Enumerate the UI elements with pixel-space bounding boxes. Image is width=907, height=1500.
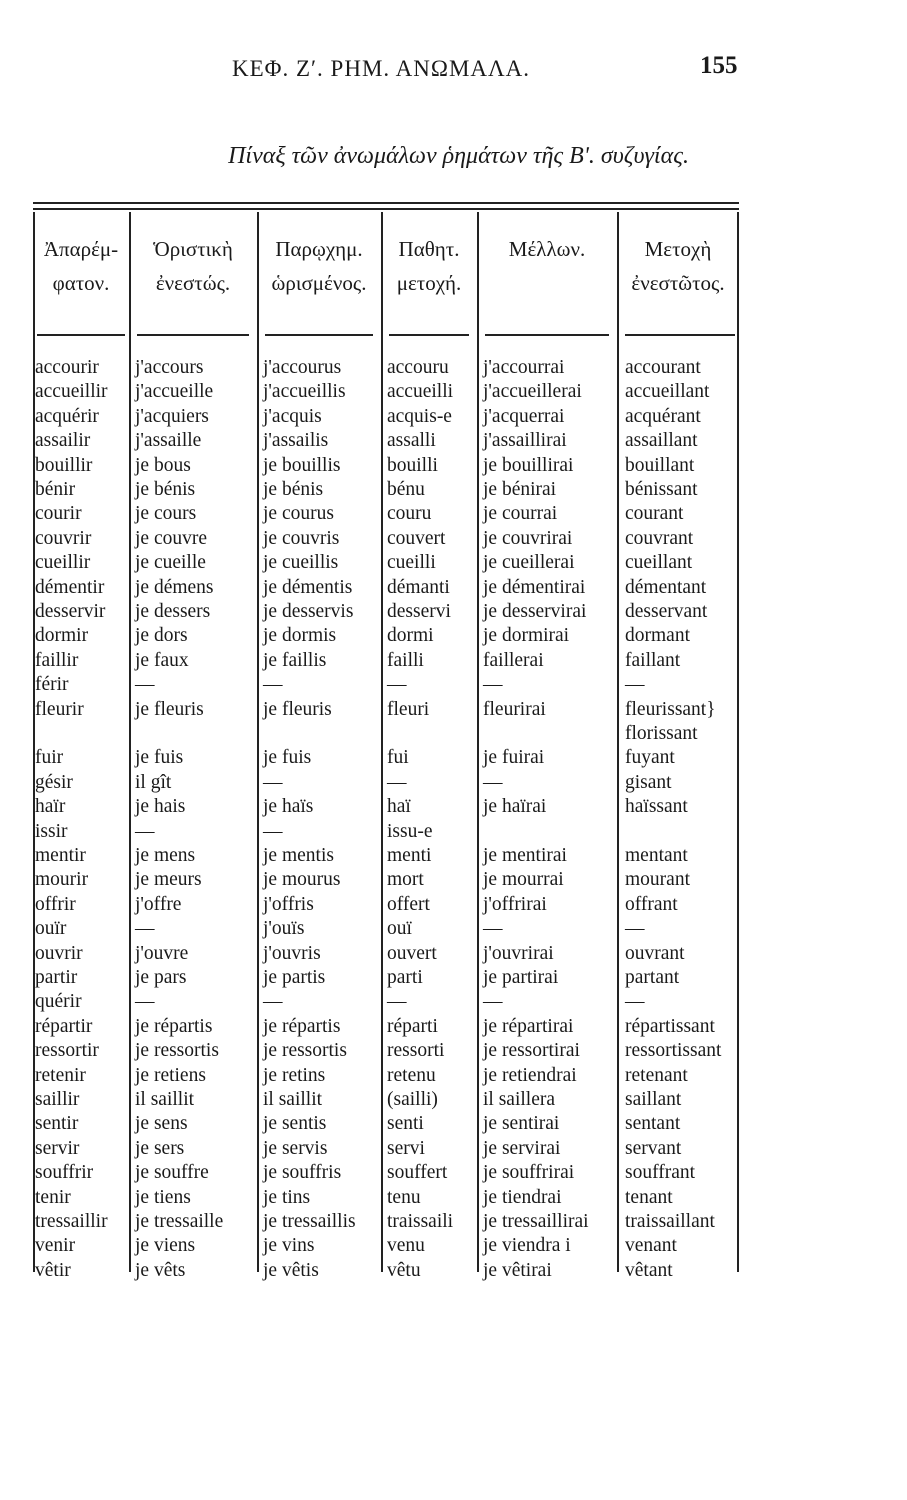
table-cell: accourir [35, 357, 99, 378]
table-cell: — [263, 991, 283, 1013]
table-cell: je meurs [135, 869, 202, 891]
table-cell: réparti [387, 1015, 438, 1037]
table-cell: souffert [387, 1162, 448, 1184]
table-cell: — [263, 820, 283, 842]
table-cell: j'acquerrai [483, 405, 565, 427]
table-cell: offrir [35, 893, 76, 915]
table-row [33, 1064, 763, 1088]
table-cell: je mourrai [483, 869, 564, 891]
table-cell: je haïrai [483, 796, 547, 818]
table-cell: desservir [35, 601, 106, 622]
table-row [33, 673, 763, 697]
table-cell: je sens [135, 1113, 188, 1135]
table-cell: tenir [35, 1186, 71, 1208]
table-cell: couvrant [625, 527, 694, 549]
table-cell: je dormis [263, 625, 337, 647]
table-cell: bouilli [387, 454, 438, 476]
table-cell: je sentirai [483, 1113, 560, 1135]
table-cell: issir [35, 820, 68, 842]
table-row [33, 795, 763, 819]
table-cell: assailir [35, 430, 91, 452]
table-cell: retenu [387, 1064, 436, 1086]
table-cell: dormant [625, 625, 690, 647]
table-cell: je cueille [135, 552, 206, 574]
table-cell: desservant [625, 601, 708, 622]
table-cell: je démentirai [483, 576, 586, 598]
table-cell: il saillit [263, 1089, 323, 1110]
header-rule [485, 334, 609, 336]
table-cell: offert [387, 893, 430, 915]
table-cell: servir [35, 1137, 80, 1159]
table-cell: souffrir [35, 1162, 94, 1184]
table-cell: courant [625, 503, 684, 525]
header-past-definite: Παρῳχημ. ὡρισμένος. [271, 237, 367, 295]
table-top-rule-double [33, 208, 739, 210]
table-cell: je tins [263, 1186, 311, 1208]
verb-table [33, 202, 739, 1281]
table-cell: je démens [135, 576, 214, 598]
table-cell: senti [387, 1113, 424, 1135]
table-cell: je bouillirai [483, 454, 574, 476]
table-cell: je ressortirai [483, 1040, 580, 1062]
table-cell: saillir [35, 1089, 80, 1110]
table-cell: je fuirai [483, 747, 545, 769]
table-row [33, 1137, 763, 1161]
table-cell: — [387, 991, 407, 1013]
table-caption: Πίναξ τῶν ἀνωμάλων ῥημάτων τῆς Βʹ. συζυγίας. [228, 143, 689, 169]
table-row [33, 478, 763, 502]
table-cell: je répartis [135, 1015, 213, 1037]
table-cell: je mourus [263, 869, 341, 891]
table-cell: je partirai [483, 967, 559, 988]
header-rule [389, 334, 469, 336]
table-cell: je tressaille [135, 1211, 224, 1232]
table-cell: je démentis [263, 576, 353, 598]
table-cell: — [483, 771, 503, 793]
table-cell: je bénis [135, 479, 196, 500]
table-row [33, 942, 763, 966]
table-cell: mentant [625, 845, 688, 866]
table-cell: je desservirai [483, 601, 587, 622]
table-cell: je fuis [263, 747, 312, 769]
table-top-rule [33, 202, 739, 204]
table-row [33, 868, 763, 892]
table-cell: mourant [625, 869, 690, 891]
table-cell: haïssant [625, 796, 688, 818]
table-cell: je servirai [483, 1137, 561, 1159]
table-cell: il gît [135, 771, 172, 793]
table-cell: — [483, 674, 503, 696]
table-cell: je cueillis [263, 552, 339, 574]
table-cell: mentir [35, 845, 86, 866]
table-row [33, 429, 763, 453]
table-cell: je cours [135, 503, 197, 525]
header-infinitive: Ἀπαρέμ- φατον. [43, 237, 119, 295]
table-cell: tenu [387, 1186, 421, 1208]
table-row [33, 527, 763, 551]
table-cell: ouvrant [625, 942, 685, 964]
header-present: Ὁριστικὴ ἐνεστώς. [153, 237, 233, 295]
table-cell: ressortir [35, 1040, 99, 1062]
table-row [33, 600, 763, 624]
table-cell: acquis-e [387, 405, 452, 427]
table-cell: couvrir [35, 527, 92, 549]
table-cell: je bénis [263, 479, 324, 500]
table-cell: servi [387, 1137, 425, 1159]
table-cell: j'accueille [135, 381, 214, 403]
table-cell: férir [35, 674, 69, 696]
table-cell: je tressaillirai [483, 1211, 589, 1232]
table-cell: — [135, 991, 155, 1013]
table-cell: faillant [625, 649, 681, 671]
table-cell: je haïs [263, 796, 314, 818]
table-cell: couvert [387, 527, 446, 549]
table-cell: faillir [35, 649, 79, 671]
table-cell: j'assaille [135, 430, 202, 452]
table-cell: démanti [387, 576, 450, 598]
table-cell: je courus [263, 503, 334, 525]
table-cell: je dessers [135, 601, 211, 622]
table-cell: florissant [625, 723, 698, 744]
table-cell: je desservis [263, 601, 354, 622]
table-cell: je couvrirai [483, 527, 573, 549]
table-cell: j'ouvre [135, 942, 189, 964]
table-row [33, 356, 763, 380]
table-cell: fleurirai [483, 698, 546, 720]
table-row [33, 624, 763, 648]
table-cell: sentir [35, 1113, 79, 1135]
table-cell: ouï [387, 918, 412, 940]
table-row [33, 746, 763, 770]
table-cell: mourir [35, 869, 89, 891]
table-cell: je fleuris [135, 698, 204, 720]
table-cell: quérir [35, 991, 82, 1013]
table-row [33, 551, 763, 575]
table-cell: — [625, 674, 645, 696]
table-cell: je tiendrai [483, 1186, 562, 1208]
table-row [33, 1186, 763, 1210]
table-cell: souffrant [625, 1162, 696, 1184]
table-cell: je viens [135, 1235, 196, 1257]
table-cell: j'ouvrirai [483, 942, 554, 964]
table-row [33, 820, 763, 844]
table-cell: bénissant [625, 479, 698, 500]
table-cell: j'ouïs [263, 918, 305, 940]
table-cell: je faillis [263, 649, 327, 671]
table-cell: je courrai [483, 503, 558, 525]
table-row [33, 405, 763, 429]
table-cell: acquérir [35, 405, 99, 427]
table-cell: partir [35, 967, 78, 988]
table-cell: accueillant [625, 381, 710, 403]
table-cell: accueillir [35, 381, 108, 403]
table-cell: accueilli [387, 381, 454, 403]
table-row [33, 722, 763, 746]
table-cell: venu [387, 1235, 425, 1257]
table-cell: ouïr [35, 918, 67, 940]
table-cell: cueillir [35, 552, 91, 574]
table-cell: sentant [625, 1113, 681, 1135]
table-row [33, 893, 763, 917]
table-cell: — [135, 820, 155, 842]
table-cell: dormi [387, 625, 434, 647]
table-cell: démentir [35, 576, 105, 598]
table-row [33, 576, 763, 600]
table-cell: fleurissant} [625, 698, 716, 720]
table-cell: traissaillant [625, 1211, 715, 1232]
table-cell: je faux [135, 649, 189, 671]
table-cell: je dors [135, 625, 188, 647]
header-present-participle: Μετοχὴ ἐνεστῶτος. [631, 237, 725, 295]
table-cell: j'assaillirai [483, 430, 567, 452]
table-cell: j'accourus [263, 357, 342, 378]
table-cell: j'accours [135, 357, 204, 378]
table-cell: je souffris [263, 1162, 342, 1184]
table-cell: je répartirai [483, 1015, 574, 1037]
table-cell: je bous [135, 454, 191, 476]
table-cell: fuyant [625, 747, 675, 769]
table-row [33, 1234, 763, 1258]
table-row [33, 1015, 763, 1039]
table-cell: offrant [625, 893, 678, 915]
table-cell: j'acquis [263, 405, 322, 427]
table-cell: je bénirai [483, 479, 557, 500]
table-cell: j'accueillerai [483, 381, 582, 403]
table-cell: je tiens [135, 1186, 191, 1208]
table-cell: bénu [387, 479, 425, 500]
table-row [33, 454, 763, 478]
table-row [33, 966, 763, 990]
header-rule [137, 334, 249, 336]
table-cell: j'acquiers [135, 405, 209, 427]
table-cell: gésir [35, 771, 73, 793]
table-cell: je pars [135, 967, 187, 988]
table-cell: je vêtirai [483, 1259, 552, 1281]
table-cell: répartir [35, 1015, 93, 1037]
table-cell: faillerai [483, 649, 544, 671]
table-cell: je répartis [263, 1015, 341, 1037]
table-row [33, 1088, 763, 1112]
table-cell: j'ouvris [263, 942, 321, 964]
table-cell: venir [35, 1235, 76, 1257]
table-cell: je cueillerai [483, 552, 575, 574]
header-rule [265, 334, 373, 336]
table-cell: je hais [135, 796, 186, 818]
table-cell: il saillera [483, 1089, 556, 1110]
table-cell: fleurir [35, 698, 84, 720]
header-rule [37, 334, 125, 336]
table-cell: je mens [135, 845, 196, 866]
table-cell: traissaili [387, 1211, 454, 1232]
table-cell: haïr [35, 796, 66, 818]
table-cell: vêtant [625, 1259, 673, 1281]
table-cell: retenant [625, 1064, 688, 1086]
table-cell: je vêtis [263, 1259, 319, 1281]
table-cell: je couvre [135, 527, 208, 549]
table-cell: ressortissant [625, 1040, 722, 1062]
table-cell: — [263, 771, 283, 793]
table-cell: tenant [625, 1186, 673, 1208]
table-cell: bénir [35, 479, 76, 500]
table-row [33, 771, 763, 795]
table-cell: accourant [625, 357, 701, 378]
table-cell: j'offre [135, 893, 182, 915]
page-number: 155 [700, 52, 738, 79]
table-cell: fui [387, 747, 409, 769]
table-row [33, 1210, 763, 1234]
table-cell: je viendra i [483, 1235, 571, 1257]
table-cell: vêtu [387, 1259, 421, 1281]
table-cell: — [625, 991, 645, 1013]
table-cell: j'offrirai [483, 893, 547, 915]
table-cell: je couvris [263, 527, 340, 549]
table-cell: gisant [625, 771, 672, 793]
table-cell: je fleuris [263, 698, 332, 720]
table-cell: je partis [263, 967, 326, 988]
table-row [33, 1112, 763, 1136]
table-cell: — [135, 674, 155, 696]
table-cell: ouvrir [35, 942, 83, 964]
table-cell: j'accueillis [263, 381, 346, 403]
table-cell: je bouillis [263, 454, 341, 476]
table-row [33, 917, 763, 941]
header-rule [625, 334, 735, 336]
table-row [33, 380, 763, 404]
table-cell: haï [387, 796, 411, 818]
table-cell: je vêts [135, 1259, 186, 1281]
table-cell: failli [387, 649, 424, 671]
table-cell: je sers [135, 1137, 185, 1159]
table-row [33, 502, 763, 526]
table-row [33, 698, 763, 722]
table-cell: accouru [387, 357, 449, 378]
table-row [33, 844, 763, 868]
table-cell: menti [387, 845, 432, 866]
table-cell: vêtir [35, 1259, 71, 1281]
table-cell: je mentirai [483, 845, 567, 866]
table-cell: — [483, 991, 503, 1013]
table-cell: je souffre [135, 1162, 209, 1184]
table-cell: je mentis [263, 845, 334, 866]
table-cell: je souffrirai [483, 1162, 575, 1184]
header-future: Μέλλων. [508, 237, 586, 261]
table-cell: j'accourrai [483, 357, 565, 378]
table-cell: répartissant [625, 1015, 715, 1037]
table-cell: je fuis [135, 747, 184, 769]
table-cell: — [625, 918, 645, 940]
table-row [33, 1039, 763, 1063]
table-cell: il saillit [135, 1089, 195, 1110]
table-cell: acquérant [625, 405, 701, 427]
table-cell: je retiens [135, 1064, 206, 1086]
table-cell: couru [387, 503, 432, 525]
running-head [0, 52, 907, 92]
table-cell: dormir [35, 625, 89, 647]
table-cell: retenir [35, 1064, 86, 1086]
table-cell: je sentis [263, 1113, 327, 1135]
table-cell: je ressortis [263, 1040, 347, 1062]
table-cell: assalli [387, 430, 436, 452]
table-cell: ressorti [387, 1040, 445, 1062]
table-cell: j'assailis [263, 430, 329, 452]
table-cell: je vins [263, 1235, 315, 1257]
table-cell: tressaillir [35, 1211, 108, 1232]
table-cell: — [483, 918, 503, 940]
table-cell: cueilli [387, 552, 436, 574]
table-cell: courir [35, 503, 82, 525]
table-cell: je ressortis [135, 1040, 219, 1062]
header-past-participle: Παθητ. μετοχή. [396, 237, 462, 295]
table-cell: saillant [625, 1089, 682, 1110]
table-cell: — [263, 674, 283, 696]
table-row [33, 990, 763, 1014]
table-cell: cueillant [625, 552, 693, 574]
table-cell: mort [387, 869, 424, 891]
table-cell: je servis [263, 1137, 328, 1159]
table-cell: — [135, 918, 155, 940]
table-row [33, 1259, 763, 1283]
table-cell: assaillant [625, 430, 698, 452]
table-cell: servant [625, 1137, 682, 1159]
table-cell: fuir [35, 747, 64, 769]
table-cell: je dormirai [483, 625, 570, 647]
table-cell: fleuri [387, 698, 430, 720]
table-cell: — [387, 674, 407, 696]
table-cell: démentant [625, 576, 707, 598]
table-cell: je tressaillis [263, 1211, 356, 1232]
table-cell: ouvert [387, 942, 437, 964]
table-row [33, 1161, 763, 1185]
table-cell: je retins [263, 1064, 326, 1086]
table-cell: venant [625, 1235, 677, 1257]
table-cell: partant [625, 967, 680, 988]
table-cell: parti [387, 967, 423, 988]
table-cell: desservi [387, 601, 451, 622]
running-title: ΚΕΦ. Ζʹ. ΡΗΜ. ΑΝΩΜΑΛΑ. [232, 56, 531, 81]
table-cell: bouillant [625, 454, 695, 476]
table-cell: je retiendrai [483, 1064, 577, 1086]
table-cell: bouillir [35, 454, 93, 476]
table-row [33, 649, 763, 673]
table-cell: j'offris [263, 893, 314, 915]
table-cell: (sailli) [387, 1089, 438, 1110]
table-cell: — [387, 771, 407, 793]
table-cell: issu-e [387, 820, 433, 842]
